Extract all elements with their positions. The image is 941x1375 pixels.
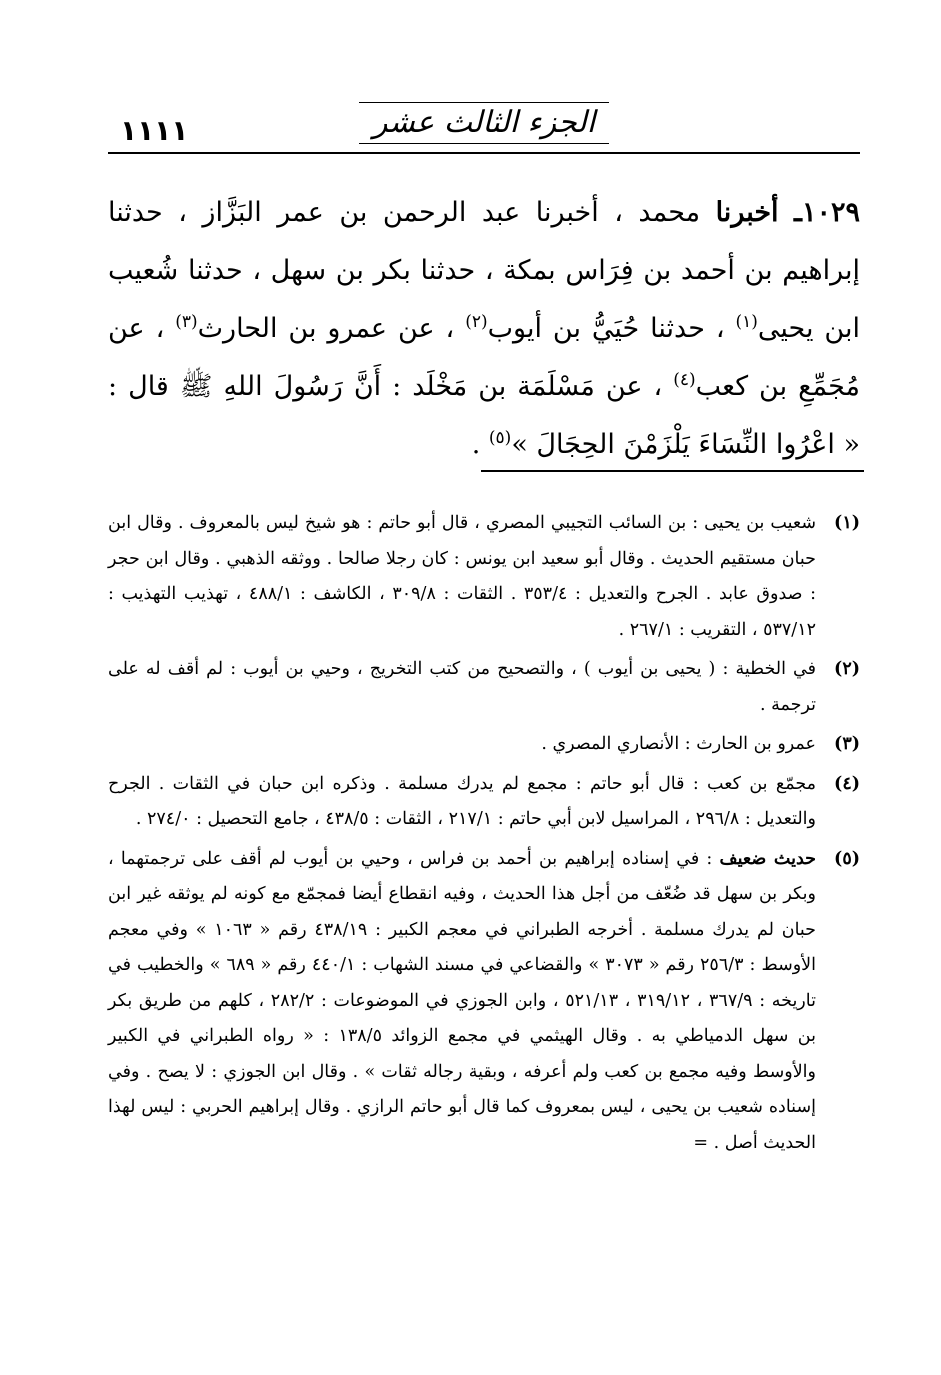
footnote-text: : في إسناده إبراهيم بن أحمد بن فراس ، وحيي بن أيوب لم أقف على ترجمتهما ، وبكر بن سهل قد ضُعّف من أجل هذا الحديث ، وفيه انقطاع أيضا فمجمّع مع كونه لم يوثقه غير ابن حبان لم يدرك مسلمة . أخرجه الطبراني في معجم الكبير : ٤٣٨/١٩ رقم « ١٠٦٣ » وفي معجم الأوسط : ٢٥٦/٣ رقم « ٣٠٧٣ » والقضاعي في مسند الشهاب : ٤٤٠/١ رقم « ٦٨٩ » والخطيب في تاريخه : ٣٦٧/٩ ، ٣١٩/١٢ ، ٥٢١/١٣ ، وابن الجوزي في الموضوعات : ٢٨٢/٢ ، كلهم من طريق بكر بن سهل الدمياطي به . وقال الهيثمي في مجمع الزوائد ١٣٨/٥ : « رواه الطبراني في الكبير والأوسط وفيه مجمع بن كعب ولم أعرفه ، وبقية رجاله ثقات » . وقال ابن الجوزي : لا يصح . وفي إسناده شعيب بن يحيى ، ليس بمعروف كما قال أبو حاتم الرازي . وقال إبراهيم الحربي : ليس لهذا الحديث أصل . = xyxy=(108,848,817,1153)
footnote-4 xyxy=(108,767,860,838)
footnote-body xyxy=(108,842,816,1162)
footnote-lead: حديث ضعيف xyxy=(719,848,816,869)
hadith-matn xyxy=(489,416,860,474)
footnote-number: (١) xyxy=(834,513,860,533)
footnote-number: (٣) xyxy=(834,734,860,754)
footnote-3 xyxy=(108,727,860,763)
footnote-ref-4[interactable]: (٤) xyxy=(673,370,696,390)
footnote-number: (٢) xyxy=(834,659,860,679)
page-header xyxy=(108,100,860,154)
footnotes-section xyxy=(108,506,860,1165)
running-title xyxy=(108,102,860,144)
isnad-segment-1: محمد ، أخبرنا عبد الرحمن بن عمر البَزَّاز ، حدثنا إبراهيم بن أحمد بن فِرَاس بمكة ، حدثنا بكر بن سهل ، حدثنا شُعيب ابن يحيى xyxy=(108,197,860,344)
footnote-ref-2[interactable]: (٢) xyxy=(465,312,488,332)
isnad-segment-3: ، عن عمرو بن الحارث xyxy=(197,313,455,344)
hadith-paragraph xyxy=(108,184,860,474)
hadith-text xyxy=(108,184,860,474)
footnote-5 xyxy=(108,842,860,1162)
footnote-text: في الخطية : ( يحيى بن أيوب ) ، والتصحيح من كتب التخريج ، وحيي بن أيوب : لم أقف له على ترجمة . xyxy=(108,659,816,715)
page-number: ١١١١ xyxy=(120,114,189,147)
footnote-ref-5[interactable]: (٥) xyxy=(488,428,512,448)
footnote-ref-1[interactable]: (١) xyxy=(735,312,758,332)
footnote-text: عمرو بن الحارث : الأنصاري المصري . xyxy=(541,734,816,754)
footnote-text: مجمّع بن كعب : قال أبو حاتم : مجمع لم يدرك مسلمة . وذكره ابن حبان في الثقات . الجرح والتعديل : ٢٩٦/٨ ، المراسيل لابن أبي حاتم : ٢١٧/١ ، الثقات : ٤٣٨/٥ ، جامع التحصيل : ٢٧٤/٠ . xyxy=(108,773,816,829)
footnote-number: (٤) xyxy=(834,773,860,794)
footnote-1 xyxy=(108,506,860,648)
hadith-number: ١٠٢٩ـ xyxy=(794,197,860,228)
footnote-2 xyxy=(108,652,860,723)
paragraph-end: . xyxy=(471,429,481,460)
running-title-text: الجزء الثالث عشر xyxy=(359,102,609,144)
isnad-segment-2: ، حدثنا حُيَيُّ بن أيوب xyxy=(487,313,725,344)
matn-text: « اعْرُوا النِّسَاءَ يَلْزَمْنَ الحِجَالَ » xyxy=(511,429,860,460)
footnote-number: (٥) xyxy=(834,848,860,869)
footnote-text: شعيب بن يحيى : بن السائب التجيبي المصري ، قال أبو حاتم : هو شيخ ليس بالمعروف . وقال ابن حبان مستقيم الحديث . وقال أبو سعيد ابن يونس : كان رجلا صالحا . ووثقه الذهبي . وقال ابن حجر : صدوق عابد . الجرح والتعديل : ٣٥٣/٤ . الثقات : ٣٠٩/٨ ، الكاشف : ٤٨٨/١ ، تهذيب التهذيب : ٥٣٧/١٢ ، التقريب : ٢٦٧/١ . xyxy=(108,513,816,640)
isnad-segment-4: ، عن مُجَمِّعِ بن كعب xyxy=(108,313,860,402)
footnote-ref-3[interactable]: (٣) xyxy=(175,312,198,332)
isnad-segment-5: ، عن مَسْلَمَة بن مَخْلَد : أَنَّ رَسُولَ اللهِ ﷺ قال : xyxy=(108,371,663,402)
hadith-lead-word: أخبرنا xyxy=(715,197,779,228)
